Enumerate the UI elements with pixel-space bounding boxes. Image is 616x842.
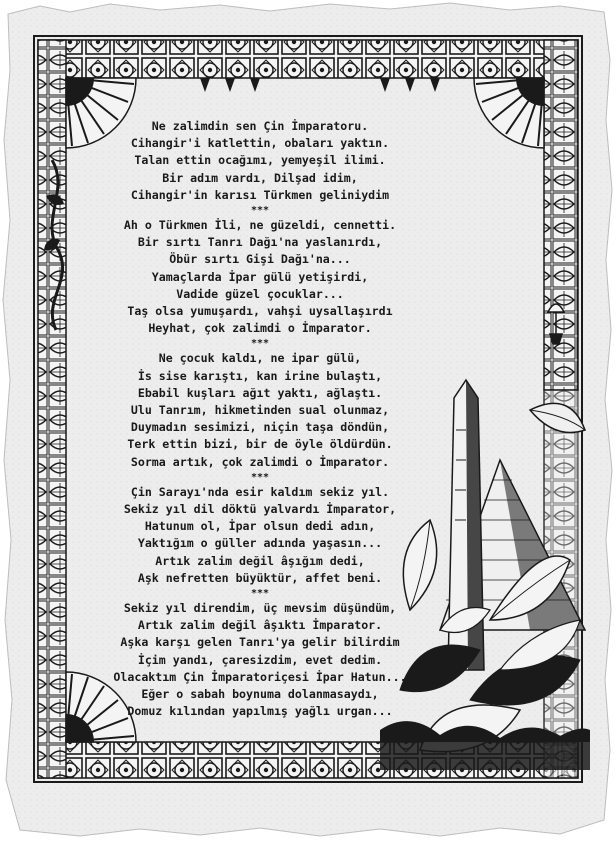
- stanza-separator: ***: [250, 471, 270, 483]
- poem-line: Yaktığım o güller adında yaşasın...: [137, 536, 383, 551]
- poem-line: Çin Sarayı'nda esir kaldım sekiz yıl.: [130, 484, 390, 499]
- poem-line: İs sise karıştı, kan irine bulaştı,: [137, 368, 383, 383]
- poem-line: Duymadın sesimizi, niçin taşa döndün,: [130, 420, 390, 435]
- poem-line: Cihangir'i katlettin, obaları yaktın.: [130, 136, 390, 151]
- poem-line: Bir adım vardı, Dilşad idim,: [162, 170, 358, 185]
- poem-line: Terk ettin bizi, bir de öyle öldürdün.: [127, 437, 393, 452]
- poem-line: Eğer o sabah boynuma dolanmasaydı,: [141, 687, 379, 702]
- poem-line: Heyhat, çok zalimdi o İmparator.: [148, 321, 372, 336]
- stanza-1: [70, 118, 450, 204]
- poem-line: Talan ettin ocağımı, yemyeşil ilimi.: [134, 153, 386, 168]
- stanza-separator: ***: [250, 205, 270, 217]
- poem-line: Aşka karşı gelen Tanrı'ya gelir bilirdim: [120, 635, 400, 650]
- poem-line: Sorma artık, çok zalimdi o İmparator.: [130, 454, 390, 469]
- poem-line: Cihangir'in karısı Türkmen geliniydim: [130, 187, 390, 202]
- stanza-separator: ***: [250, 338, 270, 350]
- stanza-2: [70, 217, 450, 337]
- poem-line: Bir sırtı Tanrı Dağı'na yaslanırdı,: [137, 235, 383, 250]
- poem-line: Artık zalim değil âşıktı İmparator.: [137, 618, 383, 633]
- poem-line: Ulu Tanrım, hikmetinden sual olunmaz,: [130, 403, 390, 418]
- poem-line: Domuz kılından yapılmış yağlı urgan...: [127, 704, 393, 719]
- poem-line: Ebabil kuşları ağıt yaktı, ağlaştı.: [137, 385, 383, 400]
- poem-line: İçim yandı, çaresizdim, evet dedim.: [137, 652, 383, 667]
- poem-line: Vadide güzel çocuklar...: [176, 286, 344, 301]
- poem-line: Sekiz yıl dil döktü yalvardı İmparator,: [123, 502, 397, 517]
- poem-line: Ne çocuk kaldı, ne ipar gülü,: [158, 351, 362, 366]
- poem-line: Ne zalimdin sen Çin İmparatoru.: [151, 119, 369, 133]
- stanza-separator: ***: [250, 588, 270, 600]
- stanza-4: [70, 484, 450, 587]
- poem-line: Artık zalim değil âşığım dedi,: [155, 553, 365, 568]
- lotus-icon: [200, 78, 440, 92]
- poem-line: Ah o Türkmen İli, ne güzeldi, cennetti.: [123, 218, 397, 233]
- poem-line: Olacaktım Çin İmparatoriçesi İpar Hatun...: [113, 669, 407, 684]
- poem-line: Öbür sırtı Gişi Dağı'na...: [169, 252, 351, 267]
- poem-line: Aşk nefretten büyüktür, affet beni.: [137, 570, 383, 585]
- poem-line: Hatunum ol, İpar olsun dedi adın,: [144, 519, 376, 534]
- poem-text: [70, 118, 450, 721]
- stanza-3: [70, 350, 450, 470]
- poem-line: Taş olsa yumuşardı, vahşi uysallaşırdı: [127, 304, 393, 319]
- poem-line: Yamaçlarda İpar gülü yetişirdi,: [151, 269, 369, 284]
- sunburst-icon: [474, 78, 544, 148]
- stanza-5: [70, 600, 450, 720]
- poem-line: Sekiz yıl direndim, üç mevsim düşündüm,: [123, 601, 397, 616]
